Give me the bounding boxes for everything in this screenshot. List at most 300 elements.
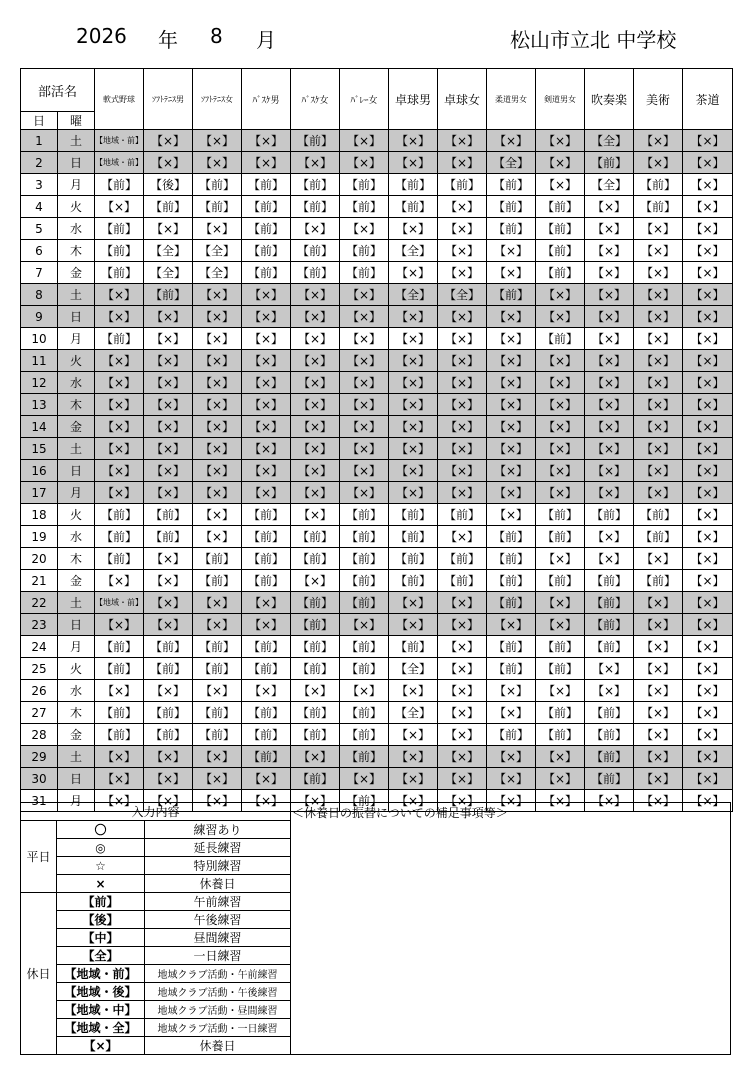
schedule-row — [21, 768, 733, 790]
schedule-cell: 【×】 — [536, 350, 585, 372]
legend-symbol: 【地域・全】 — [57, 1019, 145, 1037]
schedule-cell: 【×】 — [144, 372, 193, 394]
schedule-cell: 【×】 — [144, 482, 193, 504]
schedule-cell: 【×】 — [683, 416, 733, 438]
schedule-cell: 【×】 — [242, 438, 291, 460]
schedule-cell: 【×】 — [585, 306, 634, 328]
weekday-cell: 土 — [58, 746, 95, 768]
schedule-cell: 【×】 — [144, 746, 193, 768]
schedule-cell: 【前】 — [95, 724, 144, 746]
schedule-cell: 【×】 — [438, 746, 487, 768]
schedule-row — [21, 658, 733, 680]
schedule-cell: 【前】 — [340, 658, 389, 680]
schedule-cell: 【×】 — [242, 350, 291, 372]
schedule-cell: 【×】 — [340, 152, 389, 174]
schedule-cell: 【前】 — [291, 636, 340, 658]
schedule-cell: 【前】 — [193, 636, 242, 658]
schedule-cell: 【×】 — [536, 614, 585, 636]
schedule-cell: 【×】 — [634, 328, 683, 350]
schedule-cell: 【×】 — [340, 394, 389, 416]
schedule-cell: 【×】 — [683, 548, 733, 570]
schedule-cell: 【×】 — [487, 790, 536, 812]
schedule-cell: 【×】 — [438, 196, 487, 218]
schedule-cell: 【×】 — [95, 746, 144, 768]
club-header: 軟式野球 — [95, 69, 144, 130]
schedule-cell: 【前】 — [536, 504, 585, 526]
schedule-cell: 【前】 — [585, 152, 634, 174]
schedule-cell: 【×】 — [144, 768, 193, 790]
day-header: 日 — [21, 112, 58, 130]
schedule-cell: 【前】 — [340, 262, 389, 284]
schedule-cell: 【前】 — [389, 636, 438, 658]
schedule-cell: 【×】 — [291, 460, 340, 482]
schedule-cell: 【×】 — [242, 460, 291, 482]
day-cell: 29 — [21, 746, 58, 768]
day-cell: 23 — [21, 614, 58, 636]
club-name-header: 部活名 — [21, 69, 95, 112]
schedule-cell: 【×】 — [340, 284, 389, 306]
schedule-cell: 【×】 — [242, 680, 291, 702]
month-value: 8 — [210, 24, 223, 48]
schedule-cell: 【前】 — [389, 570, 438, 592]
schedule-cell: 【×】 — [242, 152, 291, 174]
weekday-cell: 日 — [58, 614, 95, 636]
day-cell: 27 — [21, 702, 58, 724]
schedule-cell: 【前】 — [340, 702, 389, 724]
day-cell: 5 — [21, 218, 58, 240]
weekday-cell: 水 — [58, 526, 95, 548]
schedule-cell: 【×】 — [95, 416, 144, 438]
day-cell: 13 — [21, 394, 58, 416]
weekday-cell: 木 — [58, 548, 95, 570]
day-cell: 15 — [21, 438, 58, 460]
schedule-cell: 【×】 — [683, 526, 733, 548]
schedule-cell: 【前】 — [291, 724, 340, 746]
schedule-cell: 【×】 — [585, 328, 634, 350]
schedule-cell: 【前】 — [95, 526, 144, 548]
day-cell: 16 — [21, 460, 58, 482]
legend-symbol: 【×】 — [57, 1037, 145, 1055]
schedule-cell: 【×】 — [585, 196, 634, 218]
schedule-cell: 【×】 — [438, 614, 487, 636]
schedule-cell: 【前】 — [144, 724, 193, 746]
schedule-cell: 【×】 — [438, 350, 487, 372]
schedule-cell: 【×】 — [634, 394, 683, 416]
schedule-cell: 【前】 — [144, 636, 193, 658]
schedule-cell: 【×】 — [291, 482, 340, 504]
weekday-cell: 日 — [58, 460, 95, 482]
schedule-cell: 【×】 — [144, 438, 193, 460]
schedule-cell: 【前】 — [242, 746, 291, 768]
schedule-cell: 【×】 — [144, 394, 193, 416]
legend-symbol: ☆ — [57, 857, 145, 875]
schedule-cell: 【×】 — [291, 570, 340, 592]
schedule-cell: 【前】 — [144, 526, 193, 548]
schedule-cell: 【×】 — [242, 482, 291, 504]
schedule-cell: 【全】 — [144, 240, 193, 262]
schedule-cell: 【×】 — [683, 328, 733, 350]
day-cell: 1 — [21, 130, 58, 152]
weekday-cell: 日 — [58, 768, 95, 790]
schedule-cell: 【×】 — [389, 790, 438, 812]
schedule-cell: 【×】 — [536, 746, 585, 768]
schedule-cell: 【×】 — [291, 152, 340, 174]
schedule-cell: 【×】 — [683, 482, 733, 504]
legend-row — [21, 821, 291, 839]
schedule-cell: 【前】 — [438, 504, 487, 526]
schedule-cell: 【×】 — [291, 746, 340, 768]
legend-description: 地域クラブ活動・午前練習 — [145, 965, 291, 983]
schedule-cell: 【×】 — [585, 548, 634, 570]
schedule-cell: 【×】 — [634, 130, 683, 152]
schedule-cell: 【×】 — [683, 350, 733, 372]
legend-description: 昼間練習 — [145, 929, 291, 947]
schedule-cell: 【×】 — [634, 768, 683, 790]
schedule-cell: 【×】 — [634, 416, 683, 438]
schedule-cell: 【×】 — [144, 548, 193, 570]
schedule-cell: 【前】 — [536, 240, 585, 262]
legend-description: 地域クラブ活動・午後練習 — [145, 983, 291, 1001]
schedule-row — [21, 174, 733, 196]
schedule-cell: 【×】 — [438, 702, 487, 724]
schedule-cell: 【×】 — [536, 284, 585, 306]
schedule-cell: 【前】 — [291, 174, 340, 196]
legend-description: 地域クラブ活動・一日練習 — [145, 1019, 291, 1037]
schedule-cell: 【×】 — [193, 218, 242, 240]
legend-description: 午後練習 — [145, 911, 291, 929]
legend-row — [21, 947, 291, 965]
legend-row — [21, 875, 291, 893]
schedule-cell: 【前】 — [585, 570, 634, 592]
schedule-cell: 【前】 — [242, 658, 291, 680]
day-cell: 22 — [21, 592, 58, 614]
schedule-cell: 【×】 — [634, 548, 683, 570]
legend-row — [21, 983, 291, 1001]
schedule-body — [21, 130, 733, 812]
year-value: 2026 — [76, 24, 127, 48]
schedule-cell: 【前】 — [585, 724, 634, 746]
legend-table — [20, 802, 291, 1055]
legend-symbol: ◎ — [57, 839, 145, 857]
day-cell: 25 — [21, 658, 58, 680]
legend-symbol: × — [57, 875, 145, 893]
schedule-cell: 【前】 — [340, 592, 389, 614]
legend-row — [21, 1001, 291, 1019]
schedule-cell: 【×】 — [634, 218, 683, 240]
schedule-cell: 【×】 — [389, 416, 438, 438]
schedule-cell: 【×】 — [340, 328, 389, 350]
schedule-cell: 【×】 — [193, 526, 242, 548]
schedule-cell: 【前】 — [340, 790, 389, 812]
schedule-row — [21, 262, 733, 284]
weekday-cell: 日 — [58, 152, 95, 174]
day-cell: 19 — [21, 526, 58, 548]
legend-symbol: 【地域・前】 — [57, 965, 145, 983]
schedule-cell: 【×】 — [438, 262, 487, 284]
schedule-cell: 【×】 — [683, 240, 733, 262]
schedule-cell: 【×】 — [585, 416, 634, 438]
schedule-cell: 【×】 — [242, 130, 291, 152]
schedule-cell: 【×】 — [585, 372, 634, 394]
schedule-cell: 【×】 — [683, 130, 733, 152]
schedule-cell: 【前】 — [487, 658, 536, 680]
schedule-cell: 【×】 — [585, 526, 634, 548]
day-cell: 24 — [21, 636, 58, 658]
schedule-cell: 【×】 — [242, 328, 291, 350]
legend-title: 入力内容 — [21, 803, 291, 821]
schedule-cell: 【×】 — [389, 306, 438, 328]
schedule-cell: 【×】 — [536, 592, 585, 614]
legend-description: 一日練習 — [145, 947, 291, 965]
schedule-cell: 【×】 — [634, 658, 683, 680]
schedule-cell: 【×】 — [536, 790, 585, 812]
schedule-cell: 【前】 — [95, 240, 144, 262]
schedule-cell: 【×】 — [193, 372, 242, 394]
schedule-cell: 【×】 — [144, 306, 193, 328]
schedule-cell: 【前】 — [291, 614, 340, 636]
schedule-cell: 【×】 — [291, 306, 340, 328]
day-cell: 11 — [21, 350, 58, 372]
schedule-cell: 【×】 — [144, 680, 193, 702]
schedule-cell: 【前】 — [487, 724, 536, 746]
schedule-cell: 【×】 — [683, 394, 733, 416]
schedule-cell: 【前】 — [634, 504, 683, 526]
schedule-cell: 【×】 — [487, 504, 536, 526]
schedule-cell: 【×】 — [487, 350, 536, 372]
schedule-cell: 【前】 — [536, 196, 585, 218]
schedule-cell: 【前】 — [144, 196, 193, 218]
weekday-cell: 木 — [58, 394, 95, 416]
schedule-cell: 【×】 — [340, 460, 389, 482]
schedule-cell: 【全】 — [193, 262, 242, 284]
schedule-cell: 【前】 — [193, 724, 242, 746]
schedule-cell: 【前】 — [585, 592, 634, 614]
schedule-cell: 【×】 — [634, 306, 683, 328]
schedule-cell: 【×】 — [438, 680, 487, 702]
schedule-cell: 【×】 — [536, 680, 585, 702]
schedule-cell: 【×】 — [340, 306, 389, 328]
club-schedule-table — [20, 68, 733, 812]
schedule-cell: 【×】 — [389, 130, 438, 152]
schedule-cell: 【×】 — [634, 482, 683, 504]
schedule-cell: 【×】 — [95, 196, 144, 218]
schedule-cell: 【前】 — [487, 174, 536, 196]
schedule-cell: 【×】 — [585, 350, 634, 372]
schedule-cell: 【×】 — [536, 460, 585, 482]
weekday-cell: 月 — [58, 328, 95, 350]
schedule-cell: 【前】 — [487, 284, 536, 306]
schedule-cell: 【前】 — [487, 218, 536, 240]
schedule-cell: 【×】 — [389, 328, 438, 350]
schedule-cell: 【前】 — [193, 548, 242, 570]
schedule-cell: 【前】 — [242, 570, 291, 592]
schedule-cell: 【×】 — [193, 328, 242, 350]
schedule-cell: 【前】 — [536, 218, 585, 240]
schedule-cell: 【×】 — [438, 416, 487, 438]
schedule-cell: 【前】 — [291, 196, 340, 218]
weekday-cell: 水 — [58, 372, 95, 394]
schedule-cell: 【×】 — [193, 482, 242, 504]
legend-group-label: 休日 — [21, 893, 57, 1055]
day-cell: 14 — [21, 416, 58, 438]
schedule-cell: 【前】 — [242, 240, 291, 262]
schedule-cell: 【前】 — [536, 724, 585, 746]
schedule-cell: 【×】 — [683, 790, 733, 812]
schedule-cell: 【×】 — [438, 130, 487, 152]
legend-row — [21, 1037, 291, 1055]
schedule-cell: 【前】 — [438, 174, 487, 196]
club-header: 卓球男 — [389, 69, 438, 130]
schedule-cell: 【×】 — [242, 614, 291, 636]
schedule-cell: 【×】 — [585, 658, 634, 680]
schedule-cell: 【全】 — [585, 130, 634, 152]
schedule-cell: 【×】 — [95, 394, 144, 416]
schedule-cell: 【×】 — [438, 482, 487, 504]
schedule-cell: 【×】 — [144, 328, 193, 350]
schedule-cell: 【前】 — [242, 636, 291, 658]
schedule-cell: 【前】 — [340, 504, 389, 526]
schedule-cell: 【×】 — [193, 680, 242, 702]
schedule-cell: 【×】 — [193, 768, 242, 790]
weekday-cell: 木 — [58, 702, 95, 724]
schedule-cell: 【×】 — [634, 592, 683, 614]
schedule-cell: 【×】 — [585, 680, 634, 702]
schedule-cell: 【前】 — [144, 658, 193, 680]
schedule-cell: 【前】 — [438, 548, 487, 570]
schedule-cell: 【×】 — [487, 768, 536, 790]
schedule-cell: 【×】 — [683, 438, 733, 460]
schedule-cell: 【前】 — [95, 504, 144, 526]
schedule-cell: 【×】 — [242, 592, 291, 614]
weekday-cell: 木 — [58, 240, 95, 262]
schedule-cell: 【×】 — [683, 768, 733, 790]
schedule-row — [21, 152, 733, 174]
schedule-cell: 【×】 — [291, 416, 340, 438]
schedule-cell: 【全】 — [438, 284, 487, 306]
schedule-cell: 【前】 — [487, 570, 536, 592]
schedule-cell: 【×】 — [389, 262, 438, 284]
schedule-row — [21, 394, 733, 416]
schedule-cell: 【×】 — [634, 790, 683, 812]
schedule-cell: 【×】 — [683, 174, 733, 196]
schedule-cell: 【前】 — [340, 240, 389, 262]
schedule-cell: 【×】 — [193, 152, 242, 174]
schedule-cell: 【×】 — [144, 218, 193, 240]
club-header: 茶道 — [683, 69, 733, 130]
schedule-cell: 【前】 — [193, 702, 242, 724]
schedule-cell: 【前】 — [291, 262, 340, 284]
schedule-cell: 【全】 — [585, 174, 634, 196]
club-header: ｿﾌﾄﾃﾆｽ女 — [193, 69, 242, 130]
month-label: 月 — [256, 28, 276, 52]
schedule-cell: 【前】 — [95, 218, 144, 240]
schedule-cell: 【×】 — [634, 438, 683, 460]
schedule-cell: 【地域・前】 — [95, 130, 144, 152]
weekday-cell: 火 — [58, 658, 95, 680]
schedule-cell: 【前】 — [242, 218, 291, 240]
schedule-cell: 【×】 — [389, 592, 438, 614]
schedule-cell: 【×】 — [585, 284, 634, 306]
schedule-cell: 【前】 — [291, 548, 340, 570]
schedule-cell: 【×】 — [683, 636, 733, 658]
weekday-cell: 金 — [58, 570, 95, 592]
schedule-cell: 【×】 — [144, 790, 193, 812]
schedule-cell: 【前】 — [340, 548, 389, 570]
schedule-cell: 【×】 — [242, 394, 291, 416]
schedule-cell: 【×】 — [95, 790, 144, 812]
schedule-cell: 【×】 — [683, 284, 733, 306]
schedule-cell: 【×】 — [340, 680, 389, 702]
schedule-cell: 【前】 — [585, 768, 634, 790]
schedule-cell: 【×】 — [585, 790, 634, 812]
schedule-cell: 【×】 — [193, 746, 242, 768]
schedule-cell: 【×】 — [438, 306, 487, 328]
schedule-cell: 【×】 — [389, 460, 438, 482]
schedule-cell: 【×】 — [340, 218, 389, 240]
schedule-cell: 【前】 — [389, 504, 438, 526]
schedule-cell: 【×】 — [585, 394, 634, 416]
schedule-cell: 【前】 — [291, 526, 340, 548]
schedule-cell: 【前】 — [585, 504, 634, 526]
schedule-cell: 【前】 — [95, 328, 144, 350]
schedule-row — [21, 196, 733, 218]
schedule-cell: 【全】 — [389, 284, 438, 306]
schedule-cell: 【×】 — [340, 768, 389, 790]
day-cell: 3 — [21, 174, 58, 196]
weekday-cell: 月 — [58, 174, 95, 196]
weekday-cell: 月 — [58, 482, 95, 504]
schedule-cell: 【×】 — [95, 306, 144, 328]
schedule-cell: 【地域・前】 — [95, 592, 144, 614]
schedule-cell: 【×】 — [95, 460, 144, 482]
schedule-cell: 【×】 — [683, 152, 733, 174]
schedule-row — [21, 130, 733, 152]
legend-symbol: 【全】 — [57, 947, 145, 965]
schedule-cell: 【×】 — [585, 240, 634, 262]
schedule-cell: 【前】 — [193, 174, 242, 196]
schedule-cell: 【×】 — [634, 240, 683, 262]
schedule-cell: 【×】 — [389, 372, 438, 394]
schedule-cell: 【×】 — [193, 416, 242, 438]
club-header: 吹奏楽 — [585, 69, 634, 130]
schedule-cell: 【×】 — [291, 680, 340, 702]
schedule-cell: 【×】 — [487, 306, 536, 328]
schedule-cell: 【前】 — [340, 526, 389, 548]
day-cell: 10 — [21, 328, 58, 350]
legend-symbol: 【後】 — [57, 911, 145, 929]
schedule-cell: 【×】 — [242, 372, 291, 394]
schedule-cell: 【×】 — [683, 306, 733, 328]
schedule-cell: 【前】 — [389, 196, 438, 218]
schedule-cell: 【×】 — [487, 746, 536, 768]
schedule-cell: 【×】 — [487, 328, 536, 350]
schedule-cell: 【×】 — [389, 394, 438, 416]
schedule-cell: 【×】 — [291, 438, 340, 460]
schedule-cell: 【前】 — [193, 570, 242, 592]
schedule-cell: 【×】 — [144, 570, 193, 592]
schedule-cell: 【×】 — [389, 768, 438, 790]
schedule-cell: 【×】 — [95, 768, 144, 790]
schedule-cell: 【×】 — [340, 614, 389, 636]
schedule-cell: 【×】 — [95, 614, 144, 636]
schedule-cell: 【×】 — [193, 592, 242, 614]
weekday-cell: 日 — [58, 306, 95, 328]
schedule-cell: 【×】 — [291, 218, 340, 240]
schedule-cell: 【×】 — [487, 240, 536, 262]
schedule-cell: 【前】 — [536, 328, 585, 350]
weekday-cell: 金 — [58, 416, 95, 438]
schedule-cell: 【×】 — [193, 394, 242, 416]
